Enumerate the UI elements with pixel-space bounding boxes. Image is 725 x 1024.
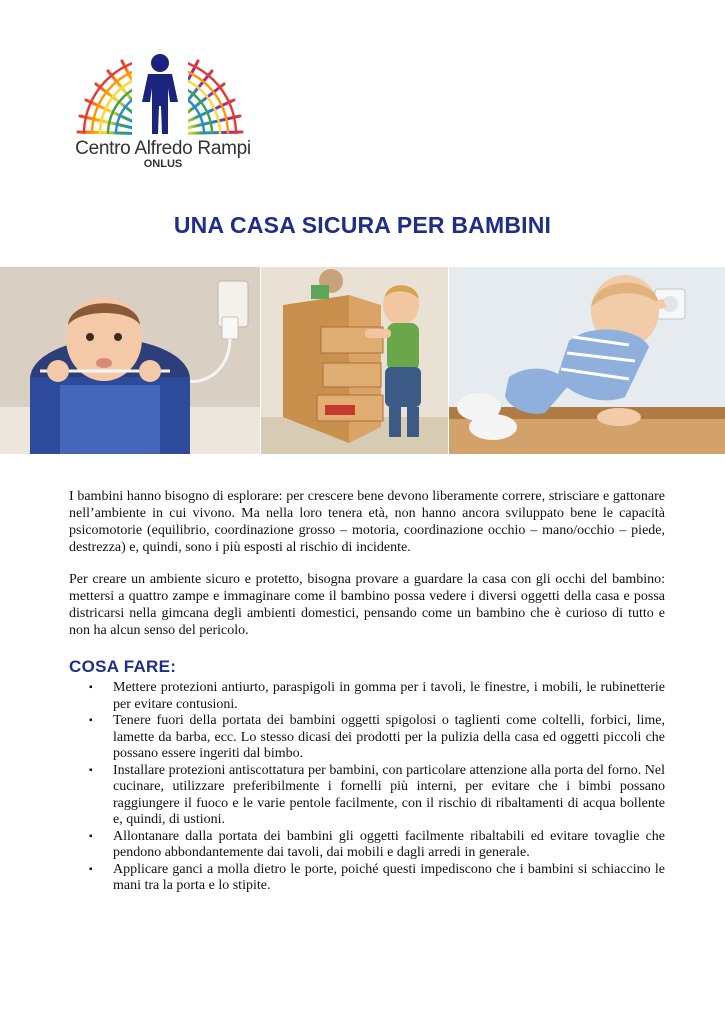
logo-name: Centro Alfredo Rampi (75, 138, 251, 159)
page-title: UNA CASA SICURA PER BAMBINI (173, 212, 552, 238)
list-item: ▪ Allontanare dalla portata dei bambini gli oggetti facilmente ribaltabili ed evitare tovaglie che pendono abbondantemente dai tavoli, dai mobili e dagli arredi in generale. (89, 828, 665, 860)
logo-subtitle: ONLUS (143, 158, 183, 170)
bullet-icon: ▪ (89, 863, 93, 875)
logo (62, 44, 262, 174)
list-item: ▪ Mettere protezioni antiurto, paraspigoli in gomma per i tavoli, le finestre, i mobili, le rubinetterie per evitare contusioni. (89, 680, 665, 712)
photo-baby-touching-socket (449, 267, 725, 454)
photo-child-climbing-drawers (261, 267, 448, 454)
photo-baby-with-cable (0, 267, 260, 454)
photo-strip (0, 267, 725, 454)
tips-list (69, 680, 665, 895)
bullet-icon: ▪ (89, 830, 93, 842)
list-item: ▪ Installare protezioni antiscottatura per bambini, con particolare attenzione alla porta del forno. Nel cucinare, utilizzare preferibilmente i fornelli più interni, per evitare che i bimbi possano raggiungere il fuoco e le varie pentole facilmente, con il rischio di ribaltamenti di acqua bollente e, quindi, di ustioni. (89, 762, 665, 827)
intro-paragraph: I bambini hanno bisogno di esplorare: per crescere bene devono liberamente correre, strisciare e gattonare nell’ambiente in cui vivono. Ma nella loro tenera età, non hanno ancora sviluppato bene le capacità psicomotorie (equilibrio, coordinazione grosso – motoria, coordinazione occhio – mano/occhio – piede, destrezza) e, quindi, sono i più esposti al rischio di incidente. (69, 489, 665, 555)
rainbow-figure-icon (62, 44, 262, 144)
bullet-icon: ▪ (89, 715, 93, 726)
bullet-icon: ▪ (89, 764, 93, 776)
bullet-icon: ▪ (89, 682, 93, 693)
environment-paragraph: Per creare un ambiente sicuro e protetto, bisogna provare a guardare la casa con gli occhi del bambino: mettersi a quattro zampe e immaginare come il bambino possa vedere i diversi oggetti della casa e possa districarsi nella gimcana degli ambienti domestici, pensando come un bambino che è curioso di tutto e non ha alcun senso del pericolo. (69, 572, 665, 638)
section-title: COSA FARE: (69, 657, 177, 676)
list-item: ▪ Applicare ganci a molla dietro le porte, poiché questi impediscono che i bambini si schiaccino le mani tra la porta e lo stipite. (89, 861, 665, 893)
list-item: ▪ Tenere fuori della portata dei bambini oggetti spigolosi o taglienti come coltelli, forbici, lime, lamette da barba, ecc. Lo stesso dicasi dei prodotti per la pulizia della casa ed oggetti piccoli che possano essere ingeriti dal bimbo. (89, 713, 665, 761)
